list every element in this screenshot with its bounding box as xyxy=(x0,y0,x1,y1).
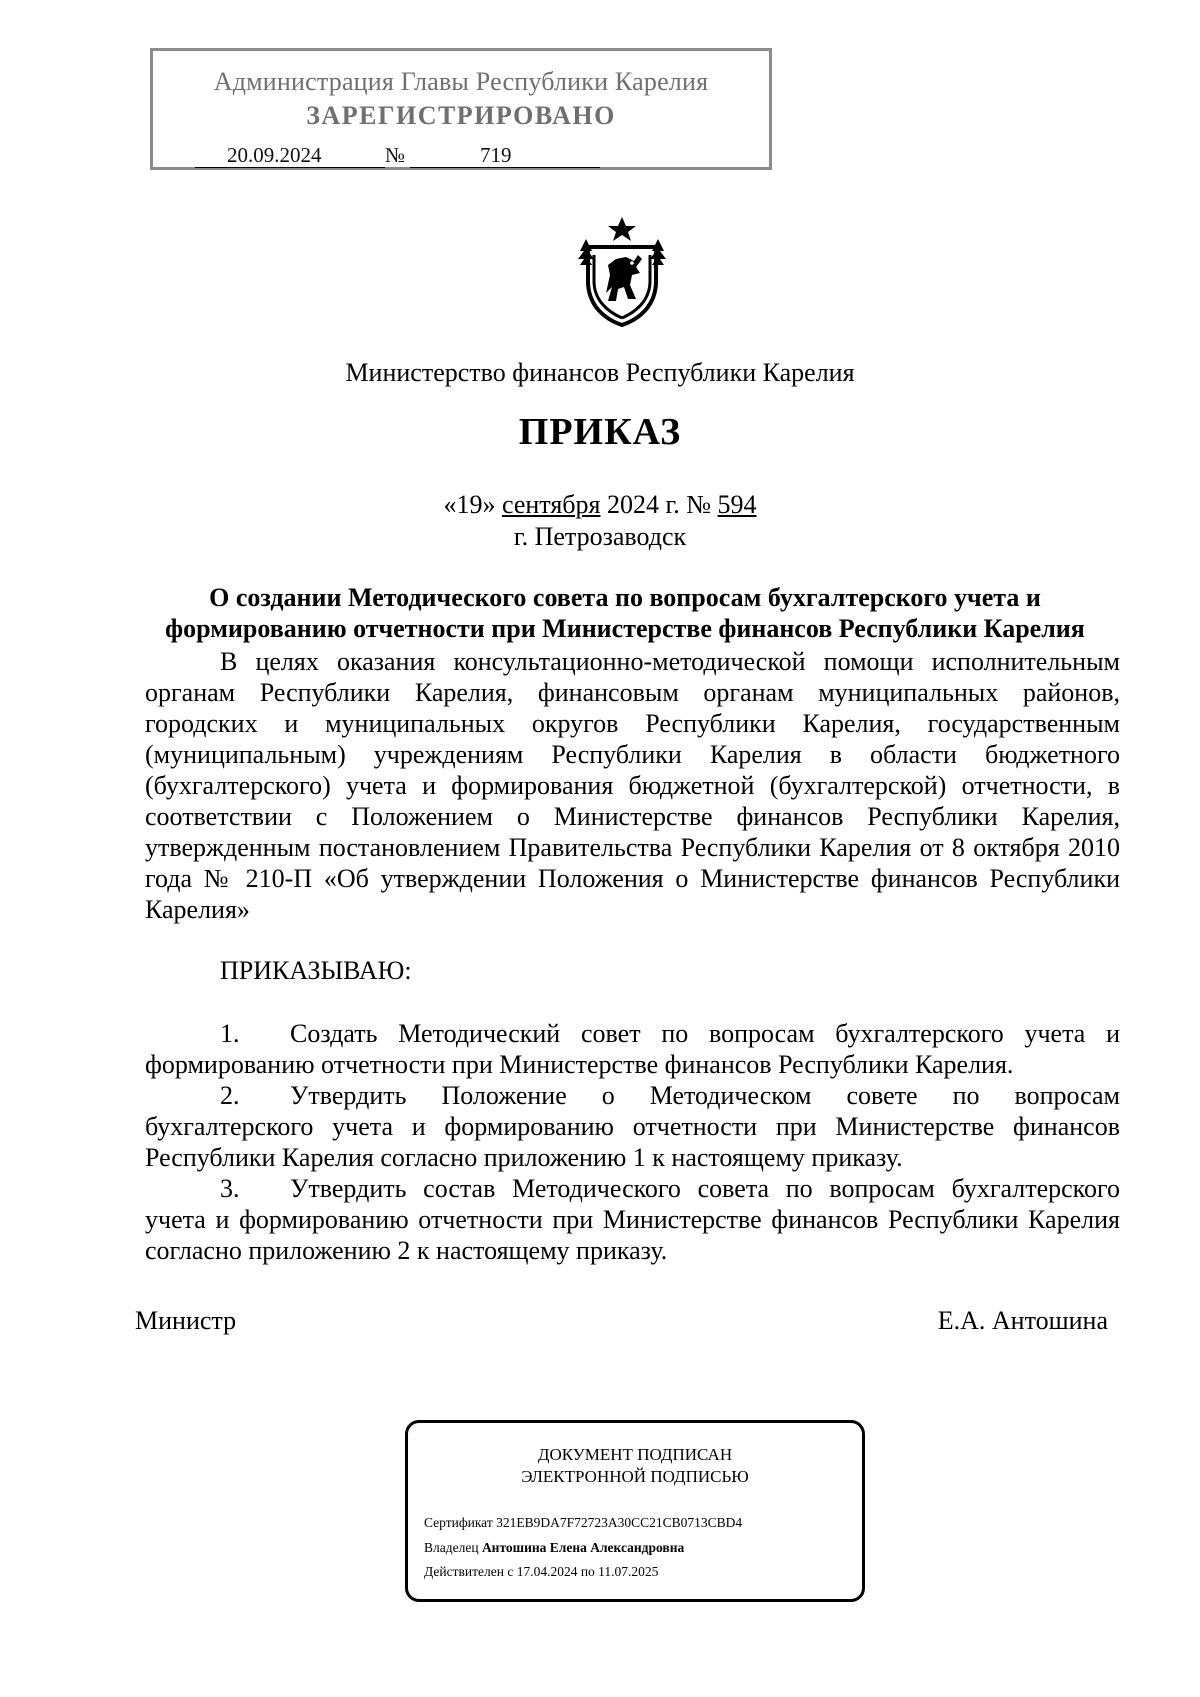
esign-valid-from: 17.04.2024 xyxy=(516,1564,578,1579)
registration-date: 20.09.2024 xyxy=(227,143,322,167)
registration-date-field xyxy=(195,143,385,168)
signatory-name: Е.А. Антошина xyxy=(937,1306,1108,1335)
karelia-coat-of-arms-icon xyxy=(574,215,670,327)
city: г. Петрозаводск xyxy=(513,522,687,551)
ministry-name: Министерство финансов Республики Карелия xyxy=(345,358,855,387)
registration-stamp xyxy=(150,48,772,170)
esign-owner-label: Владелец xyxy=(424,1540,479,1555)
registration-number: 719 xyxy=(480,143,512,167)
order-item-number: 1. xyxy=(220,1019,240,1048)
order-item-text: Утвердить Положение о Методическом совете по вопросам бухгалтерского учета и формированию отчетности при Министерстве финансов Республики Карелия согласно приложению 1 к настоящему приказу. xyxy=(145,1081,1120,1172)
order-year: 2024 г. xyxy=(606,490,680,519)
esign-owner-row xyxy=(424,1540,684,1556)
registration-organization: Администрация Главы Республики Карелия xyxy=(213,67,709,96)
esign-cert-value: 321EB9DA7F72723A30CC21CB0713CBD4 xyxy=(496,1515,743,1530)
order-item-number: 3. xyxy=(220,1174,240,1203)
esign-cert-label: Сертификат xyxy=(424,1515,493,1530)
order-items xyxy=(145,1018,1120,1266)
esign-valid-to-label: по xyxy=(580,1564,595,1579)
esign-valid-to: 11.07.2025 xyxy=(598,1564,659,1579)
esign-title-line1: ДОКУМЕНТ ПОДПИСАН xyxy=(537,1445,733,1464)
order-date-line xyxy=(0,490,1200,520)
signatory-position: Министр xyxy=(135,1306,237,1335)
order-verb: ПРИКАЗЫВАЮ: xyxy=(220,956,412,985)
registration-status: ЗАРЕГИСТРИРОВАНО xyxy=(306,101,616,130)
order-month: сентября xyxy=(501,490,601,519)
order-item xyxy=(145,1018,1120,1080)
esign-validity-row xyxy=(424,1564,658,1580)
esign-title-line2: ЭЛЕКТРОННОЙ ПОДПИСЬЮ xyxy=(521,1467,749,1486)
document-type: ПРИКАЗ xyxy=(518,411,682,453)
order-number: 594 xyxy=(717,490,757,519)
registration-number-label: № xyxy=(385,143,406,167)
preamble-block xyxy=(145,646,1120,925)
preamble-paragraph: В целях оказания консультационно-методической помощи исполнительным органам Республики Карелия, финансовым органам муниципальных районов, городских и муниципальных округов Республики Карелия, государственным (муниципальным) учреждениям Республики Карелия в области бюджетного (бухгалтерского) учета и формирования бюджетной (бухгалтерской) отчетности, в соответствии с Положением о Министерстве финансов Республики Карелия, утвержденным постановлением Правительства Республики Карелия от 8 октября 2010 года № 210-П «Об утверждении Положения о Министерстве финансов Республики Карелия» xyxy=(145,647,1120,924)
order-day: «19» xyxy=(443,490,496,519)
order-number-label: № xyxy=(686,490,712,519)
registration-line xyxy=(195,143,601,167)
electronic-signature-stamp xyxy=(405,1420,865,1602)
order-title: О создании Методического совета по вопросам бухгалтерского учета и формированию отчетности при Министерстве финансов Республики Карелия xyxy=(165,583,1085,643)
esign-owner-value: Антошина Елена Александровна xyxy=(481,1540,685,1555)
esign-certificate-row xyxy=(424,1515,742,1531)
order-item xyxy=(145,1080,1120,1173)
order-item xyxy=(145,1173,1120,1266)
order-item-text: Утвердить состав Методического совета по вопросам бухгалтерского учета и формированию отчетности при Министерстве финансов Республики Карелия согласно приложению 2 к настоящему приказу. xyxy=(145,1174,1120,1265)
esign-valid-from-label: с xyxy=(507,1564,514,1579)
registration-number-field xyxy=(410,143,600,168)
order-item-text: Создать Методический совет по вопросам бухгалтерского учета и формированию отчетности при Министерстве финансов Республики Карелия. xyxy=(145,1019,1120,1079)
esign-valid-label: Действителен xyxy=(424,1564,504,1579)
order-item-number: 2. xyxy=(220,1081,240,1110)
